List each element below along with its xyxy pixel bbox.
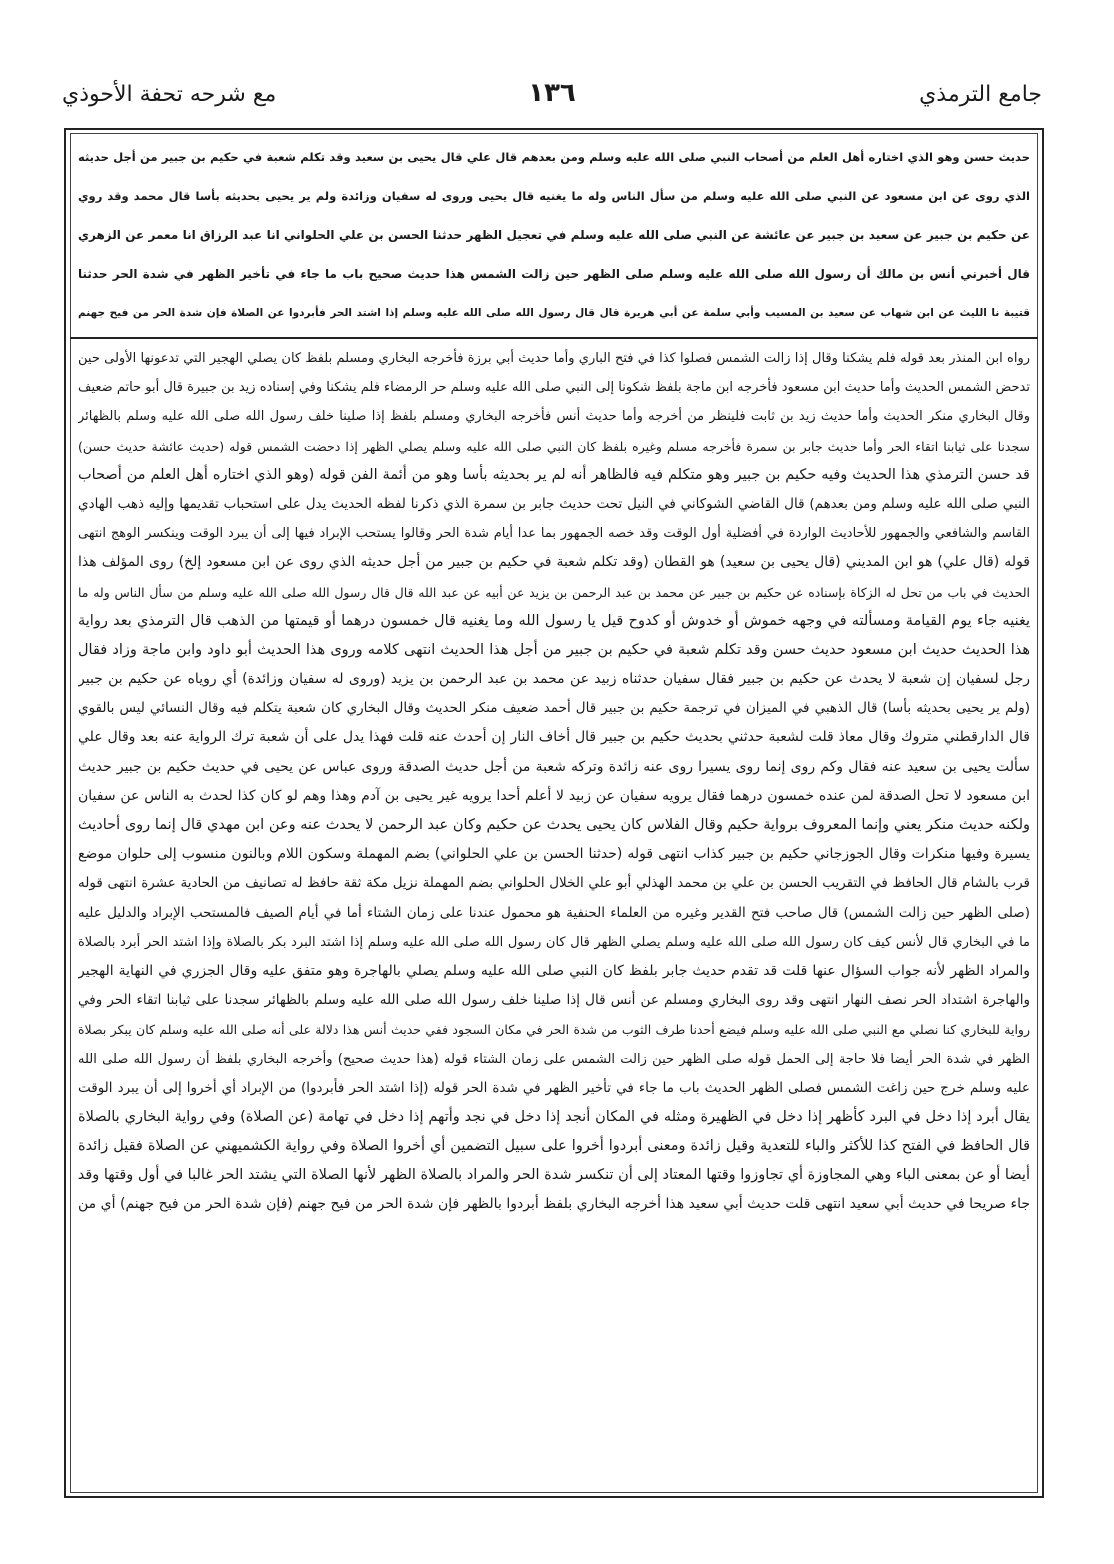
commentary-line: النبي صلى الله عليه وسلم ومن بعدهم) قال القاضي الشوكاني في النيل تحت حديث جابر بن سمرة الذي ذكرنا لفظه الحديث يدل على استحباب تقديمها وإليه ذهب الهادي [78,495,1030,512]
commentary-line: رواه ابن المنذر بعد قوله فلم يشكنا وقال إذا زالت الشمس فصلوا كذا في فتح الباري وأما حديث أبي برزة فأخرجه البخاري ومسلم بلفظ كان يصلي الهجير التي تدعونها الأولى حين [78,351,1030,366]
commentary-line: الحديث في باب من تحل له الزكاة بإسناده عن حكيم بن جبير عن محمد بن عبد الرحمن بن يزيد عن أبيه عن عبد الله قال قال رسول الله صلى الله عليه وسلم من سأل الناس وله ما [78,584,1030,600]
commentary-line: تدحض الشمس الحديث وأما حديث ابن مسعود فأخرجه ابن ماجة بلفظ شكونا إلى النبي صلى الله عليه وسلم حر الرمضاء فلم يشكنا وفي إسناده زيد بن جبيرة قال أبو حاتم ضعيف [78,380,1030,396]
commentary-line: رواية للبخاري كنا نصلي مع النبي صلى الله عليه وسلم فيضع أحدنا طرف الثوب من شدة الحر في مكان السجود ففي حديث أنس هذا دلالة على أنه صلى الله عليه وسلم كان يبكر بصلاة [78,1022,1030,1038]
commentary-line: يسيرة وفيها منكرات وقال الجوزجاني حكيم بن جبير كذاب انتهى قوله (حدثنا الحسن بن علي الحلواني) بضم المهملة وسكون اللام وبالنون منسوب إلى حلوان موضع [78,846,1030,863]
commentary-line: والهاجرة اشتداد الحر نصف النهار انتهى وقد روى البخاري ومسلم عن أنس قال إذا صلينا خلف رسول الله صلى الله عليه وسلم بالظهائر سجدنا على ثيابنا اتقاء الحر وفي [78,992,1030,1009]
commentary-line: القاسم والشافعي والجمهور للأحاديث الواردة في أفضلية أول الوقت وقد خصه الجمهور بما عدا أيام شدة الحر وقالوا يستحب الإبراد فيها إلى أن يبرد الوقت وينكسر الوهج انتهى [78,526,1030,542]
commentary-line: سألت يحيى بن سعيد عنه فقال وكم روى إنما روى يسيرا روى عنه زائدة وتركه شعبة من أجل حديث الصدقة وروى عباس عن يحيى في حديث حكيم بن جبير حديث [78,758,1030,775]
book-title: جامع الترمذي [919,82,1042,107]
commentary-line: قرب بالشام قال الحافظ في التقريب الحسن بن علي بن محمد الهذلي أبو علي الخلال الحلواني بضم المهملة نزيل مكة ثقة حافظ له تصانيف من الحادية عشرة انتهى قوله [78,875,1030,892]
commentary-line: قال الدارقطني متروك وقال معاذ قلت لشعبة حدثني بحديث حكيم بن جبير قال أخاف النار إن أحدث عنه قلت فهذا يدل على أن شعبة ترك الرواية عنه بعد وقال علي [78,729,1030,746]
commentary-text-block [78,344,1030,1484]
commentary-line: هذا الحديث حديث ابن مسعود حديث حسن وقد تكلم شعبة في حكيم بن جبير من أجل هذا الحديث انتهى كلامه وروى هذا الحديث أبو داود وابن ماجة وزاد فقال [78,641,1030,658]
commentary-line: قوله (قال علي) هو ابن المديني (قال يحيى بن سعيد) هو القطان (وقد تكلم شعبة في حكيم بن جبير من أجل حديثه الذي روى عن ابن مسعود إلخ) روى المؤلف هذا [78,554,1030,571]
hadith-line: الذي روى عن ابن مسعود عن النبي صلى الله عليه وسلم من سأل الناس وله ما يغنيه قال يحيى وروى له سفيان وزائدة ولم ير يحيى بحديثه بأسا قال محمد وقد روي [78,189,1030,203]
commentary-line: قال الحافظ في الفتح كذا للأكثر والباء للتعدية وقيل زائدة ومعنى أبردوا أخروا على سبيل التضمين أي أخروا الصلاة وفي رواية الكشميهني عن الصلاة فقيل زائدة [78,1138,1030,1155]
commentary-line: (صلى الظهر حين زالت الشمس) قال صاحب فتح القدير وغيره من العلماء الحنفية هو محمول عندنا على زمان الشتاء أما في أيام الصيف فالمستحب الإبراد والدليل عليه [78,904,1030,921]
commentary-line: ولكنه حديث منكر يعني وإنما المعروف برواية حكيم وقال الفلاس كان يحيى يحدث عن حكيم وكان عبد الرحمن لا يحدث عنه وعن ابن مهدي قال إنما روى أحاديث [78,817,1030,833]
commentary-line: وقال البخاري منكر الحديث وأما حديث زيد بن ثابت فلينظر من أخرجه وأما حديث أنس فأخرجه البخاري ومسلم بلفظ إذا صلينا خلف رسول الله صلى الله عليه وسلم بالظهائر [78,409,1030,425]
hadith-line: عن حكيم بن جبير عن سعيد بن جبير عن عائشة عن النبي صلى الله عليه وسلم في تعجيل الظهر حدثنا الحسن بن علي الحلواني انا عبد الرزاق انا معمر عن الزهري [78,228,1030,242]
hadith-line: حديث حسن وهو الذي اختاره أهل العلم من أصحاب النبي صلى الله عليه وسلم ومن بعدهم قال علي قال يحيى بن سعيد وقد تكلم شعبة في حكيم بن جبير من أجل حديثه [78,150,1030,164]
commentary-line: ما في البخاري قال لأنس كيف كان رسول الله صلى الله عليه وسلم يصلي الظهر قال كان رسول الله صلى الله عليه وسلم إذا اشتد البرد بكر بالصلاة وإذا اشتد الحر أبرد بالصلاة [78,934,1030,950]
commentary-title: مع شرحه تحفة الأحوذي [62,82,277,107]
commentary-line: أيضا أو عن بمعنى الباء وهي المجاوزة أي تجاوزوا وقتها المعتاد إلى أن تنكسر شدة الحر والمراد بالصلاة الظهر لأنها الصلاة التي يشتد الحر غالبا في أول وقتها وقد [78,1167,1030,1184]
commentary-line: رجل لسفيان إن شعبة لا يحدث عن حكيم بن جبير فقال سفيان حدثناه زبيد عن محمد بن عبد الرحمن بن يزيد (وروى له سفيان وزائدة) أي روياه عن حكيم بن جبير [78,671,1030,688]
section-divider [70,337,1038,339]
commentary-line: يقال أبرد إذا دخل في البرد كأظهر إذا دخل في الظهيرة ومثله في المكان أنجد إذا دخل في نجد وأتهم إذا دخل في تهامة (عن الصلاة) وفي رواية البخاري بالصلاة [78,1108,1030,1125]
commentary-line: قد حسن الترمذي هذا الحديث وفيه حكيم بن جبير وهو متكلم فيه فالظاهر أنه لم ير بحديثه بأسا وهو من أئمة الفن قوله (وهو الذي اختاره أهل العلم من أصحاب [78,466,1030,483]
commentary-line: عليه وسلم خرج حين زاغت الشمس فصلى الظهر الحديث باب ما جاء في تأخير الظهر في شدة الحر قوله (إذا اشتد الحر فأبردوا) من الإبراد أي أخروا إلى أن يبرد الوقت [78,1079,1030,1096]
hadith-text-block [78,138,1030,334]
commentary-line: ابن مسعود لا تحل الصدقة لمن عنده خمسون درهما فقال يرويه سفيان عن زبيد لا أعلم أحدا يرويه غير يحيى بن آدم وهذا وهم لو كان كذا لحدث به الناس عن سفيان [78,787,1030,804]
hadith-line: قتيبة نا الليث عن ابن شهاب عن سعيد بن المسيب وأبي سلمة عن أبي هريرة قال قال رسول الله صلى الله عليه وسلم إذا اشتد الحر فأبردوا عن الصلاة فإن شدة الحر من فيح جهنم [78,307,1030,319]
hadith-line: قال أخبرني أنس بن مالك أن رسول الله صلى الله عليه وسلم صلى الظهر حين زالت الشمس هذا حديث صحيح باب ما جاء في تأخير الظهر في شدة الحر حدثنا [78,267,1030,281]
commentary-line: الظهر في شدة الحر أيضا فلا حاجة إلى الحمل قوله صلى الظهر حين زالت الشمس على زمان الشتاء قوله (هذا حديث صحيح) وأخرجه البخاري بلفظ أن رسول الله صلى الله [78,1051,1030,1067]
commentary-line: يغنيه جاء يوم القيامة ومسألته في وجهه خموش أو خدوش أو كدوح قيل يا رسول الله وما يغنيه قال خمسون درهما أو قيمتها من الذهب قال الترمذي بعد رواية [78,612,1030,629]
page-number: ١٣٦ [528,78,576,108]
commentary-line: والمراد الظهر لأنه جواب السؤال عنها قلت قد تقدم حديث جابر بلفظ كان النبي صلى الله عليه وسلم يصلي بالهاجرة وهو متفق عليه وقال الجزري في النهاية الهجير [78,962,1030,979]
commentary-line: سجدنا على ثيابنا اتقاء الحر وأما حديث جابر بن سمرة فأخرجه مسلم وغيره بلفظ كان النبي صلى الله عليه وسلم يصلي الظهر إذا دحضت الشمس قوله (حديث عائشة حديث حسن) [78,438,1030,454]
page-header [62,78,1042,114]
commentary-line: جاء صريحا في حديث أبي سعيد انتهى قلت حديث أبي سعيد هذا أخرجه البخاري بلفظ أبردوا بالظهر فإن شدة الحر من فيح جهنم (فإن شدة الحر من فيح جهنم) أي من [78,1196,1030,1213]
commentary-line: (ولم ير يحيى بحديثه بأسا) قال الذهبي في الميزان في ترجمة حكيم بن جبير قال أحمد ضعيف منكر الحديث وقال البخاري كان شعبة يتكلم فيه وقال النسائي ليس بالقوي [78,700,1030,717]
